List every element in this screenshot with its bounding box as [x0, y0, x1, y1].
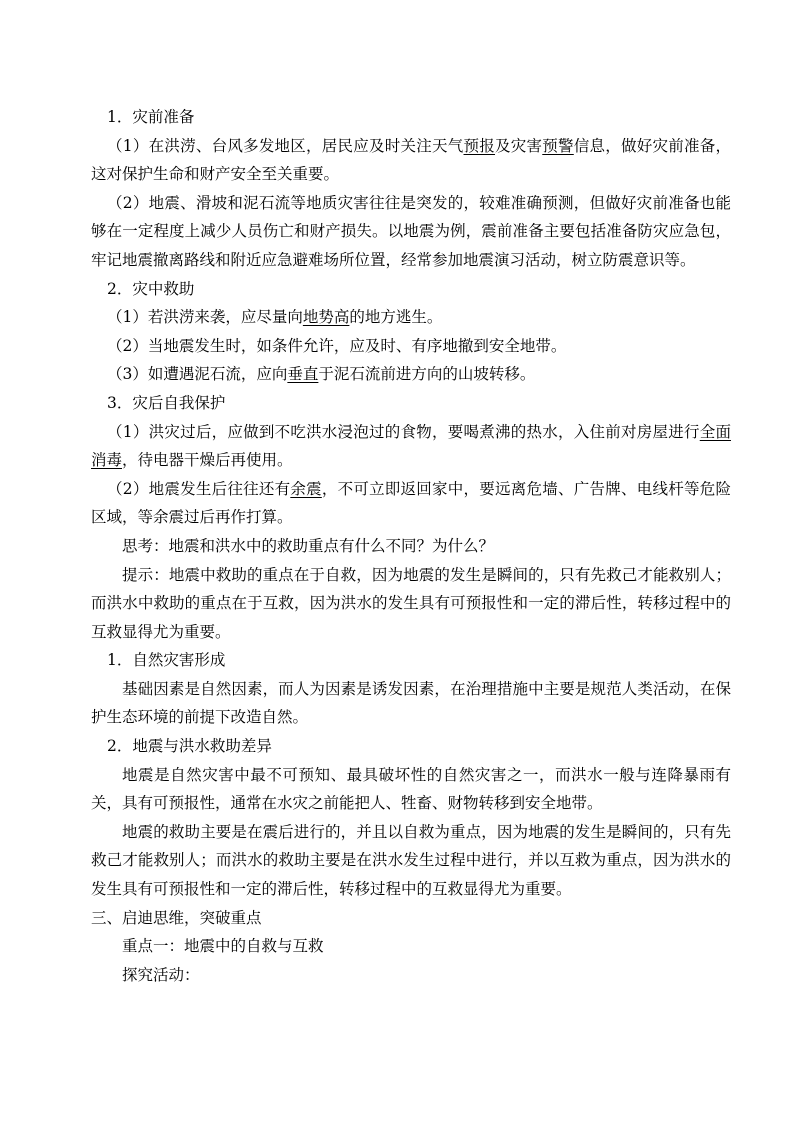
- text-run: 2．地震与洪水救助差异: [107, 737, 272, 756]
- text-run: （3）如遭遇泥石流，应向: [107, 365, 288, 384]
- paragraph: [91, 646, 731, 675]
- underlined-term: 地势高: [302, 308, 350, 327]
- paragraph: [91, 389, 731, 418]
- underlined-term: 预警: [542, 136, 574, 155]
- paragraph: [91, 932, 731, 961]
- text-run: 重点一：地震中的自救与互救: [122, 937, 324, 956]
- text-run: （2）地震、滑坡和泥石流等地质灾害往往是突发的，较难准确预测，但做好灾前准备也能够在一定程度上减少人员伤亡和财产损失。以地震为例，震前准备主要包括准备防灾应急包，牢记地震撤离路线和附近应急避难场所位置，经常参加地震演习活动，树立防震意识等。: [91, 193, 731, 269]
- paragraph: [91, 275, 731, 304]
- paragraph: [91, 675, 731, 732]
- text-run: 地震的救助主要是在震后进行的，并且以自救为重点，因为地震的发生是瞬间的，只有先救己才能救别人；而洪水的救助主要是在洪水发生过程中进行，并以互救为重点，因为洪水的发生具有可预报性和一定的滞后性，转移过程中的互救显得尤为重要。: [91, 822, 731, 899]
- text-run: （1）在洪涝、台风多发地区，居民应及时关注天气: [107, 136, 464, 155]
- text-run: （1）洪灾过后，应做到不吃洪水浸泡过的食物，要喝煮沸的热水，入住前对房屋进行: [107, 422, 700, 441]
- underlined-term: 全面消毒: [91, 422, 731, 470]
- text-run: 地震是自然灾害中最不可预知、最具破坏性的自然灾害之一，而洪水一般与连降暴雨有关，具有可预报性，通常在水灾之前能把人、牲畜、财物转移到安全地带。: [91, 765, 731, 813]
- paragraph: [91, 761, 731, 818]
- paragraph: [91, 532, 731, 561]
- text-run: 及灾害: [495, 136, 543, 155]
- text-run: 基础因素是自然因素，而人为因素是诱发因素，在治理措施中主要是规范人类活动，在保护生态环境的前提下改造自然。: [91, 679, 731, 727]
- text-run: ，待电器干燥后再使用。: [122, 451, 293, 470]
- text-run: 3．灾后自我保护: [107, 393, 226, 412]
- text-run: 1．灾前准备: [107, 108, 195, 126]
- text-run: 2．灾中救助: [107, 279, 195, 298]
- paragraph: [91, 103, 731, 132]
- underlined-term: 余震: [290, 479, 322, 498]
- text-run: ，不可立即返回家中，要远离危墙、广告牌、电线杆等危险区域，等余震过后再作打算。: [91, 479, 731, 527]
- underlined-term: 垂直: [287, 365, 319, 384]
- paragraph: [91, 418, 731, 475]
- text-run: （2）当地震发生时，如条件允许，应及时、有序地撤到安全地带。: [107, 336, 567, 355]
- document-page: [91, 103, 731, 989]
- paragraph: [91, 303, 731, 332]
- text-run: 提示：地震中救助的重点在于自救，因为地震的发生是瞬间的，只有先救己才能救别人；而洪水中救助的重点在于互救，因为洪水的发生具有可预报性和一定的滞后性，转移过程中的互救显得尤为重要。: [91, 565, 731, 641]
- paragraph: [91, 332, 731, 361]
- text-run: （1）若洪涝来袭，应尽量向: [107, 308, 303, 327]
- text-run: 的地方逃生。: [349, 308, 443, 327]
- paragraph: [91, 189, 731, 275]
- paragraph: [91, 561, 731, 647]
- underlined-term: 预报: [463, 136, 496, 155]
- text-run: 思考：地震和洪水中的救助重点有什么不同？为什么？: [122, 536, 495, 555]
- text-run: 1．自然灾害形成: [107, 651, 226, 670]
- text-run: （2）地震发生后往往还有: [107, 479, 291, 498]
- text-run: 于泥石流前进方向的山坡转移。: [318, 365, 536, 384]
- paragraph: [91, 961, 731, 990]
- paragraph: [91, 732, 731, 761]
- paragraph: [91, 475, 731, 532]
- text-run: 三、启迪思维，突破重点: [91, 908, 262, 927]
- text-run: 探究活动：: [122, 965, 200, 984]
- paragraph: [91, 818, 731, 904]
- paragraph: [91, 132, 731, 189]
- text-run: 信息，做好灾前准备，这对保护生命和财产安全至关重要。: [91, 136, 731, 184]
- paragraph: [91, 360, 731, 389]
- paragraph: [91, 904, 731, 933]
